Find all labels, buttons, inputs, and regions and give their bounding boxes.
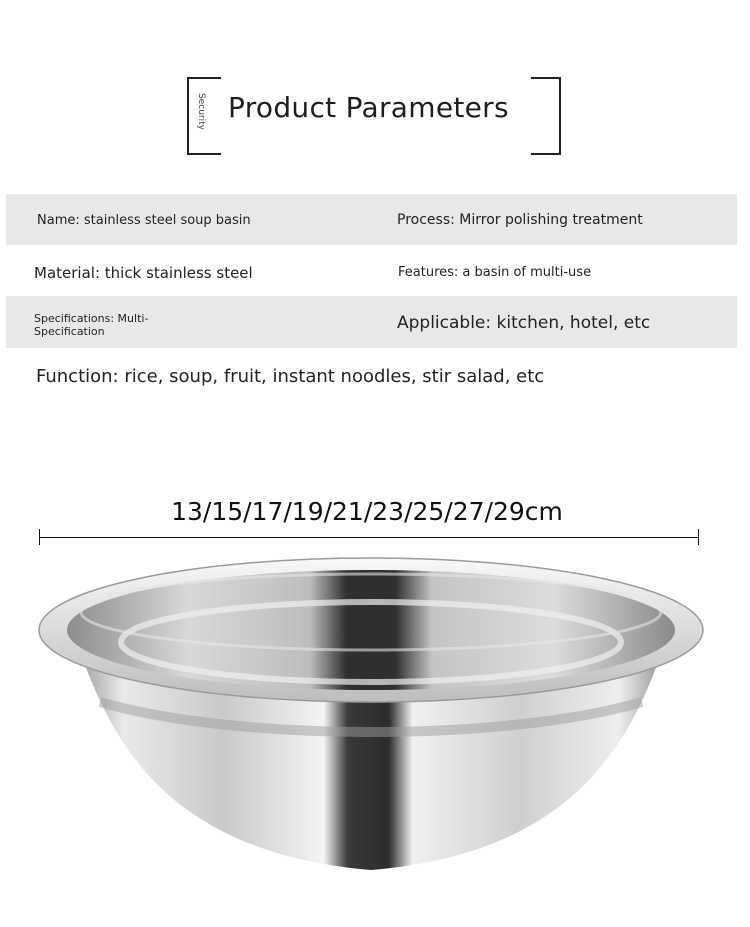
security-tag: Security bbox=[196, 93, 206, 130]
param-row-3 bbox=[6, 296, 737, 348]
steel-bowl-image bbox=[38, 552, 704, 874]
param-specifications-line1: Specifications: Multi- bbox=[34, 312, 149, 325]
dimension-tick-right bbox=[698, 529, 699, 545]
param-function: Function: rice, soup, fruit, instant noodles, stir salad, etc bbox=[36, 366, 545, 387]
dimension-line bbox=[39, 537, 699, 538]
param-applicable: Applicable: kitchen, hotel, etc bbox=[397, 313, 651, 333]
param-name: Name: stainless steel soup basin bbox=[37, 213, 251, 228]
param-process: Process: Mirror polishing treatment bbox=[397, 212, 643, 228]
param-material: Material: thick stainless steel bbox=[34, 264, 253, 282]
size-label: 13/15/17/19/21/23/25/27/29cm bbox=[171, 497, 563, 526]
param-row-2 bbox=[6, 245, 737, 296]
param-features: Features: a basin of multi-use bbox=[398, 265, 592, 280]
page-title: Product Parameters bbox=[228, 91, 509, 124]
right-bracket bbox=[531, 77, 561, 155]
param-row-1 bbox=[6, 194, 737, 245]
param-specifications bbox=[34, 312, 148, 338]
param-specifications-line2: Specification bbox=[34, 325, 105, 338]
title-block bbox=[187, 77, 561, 155]
